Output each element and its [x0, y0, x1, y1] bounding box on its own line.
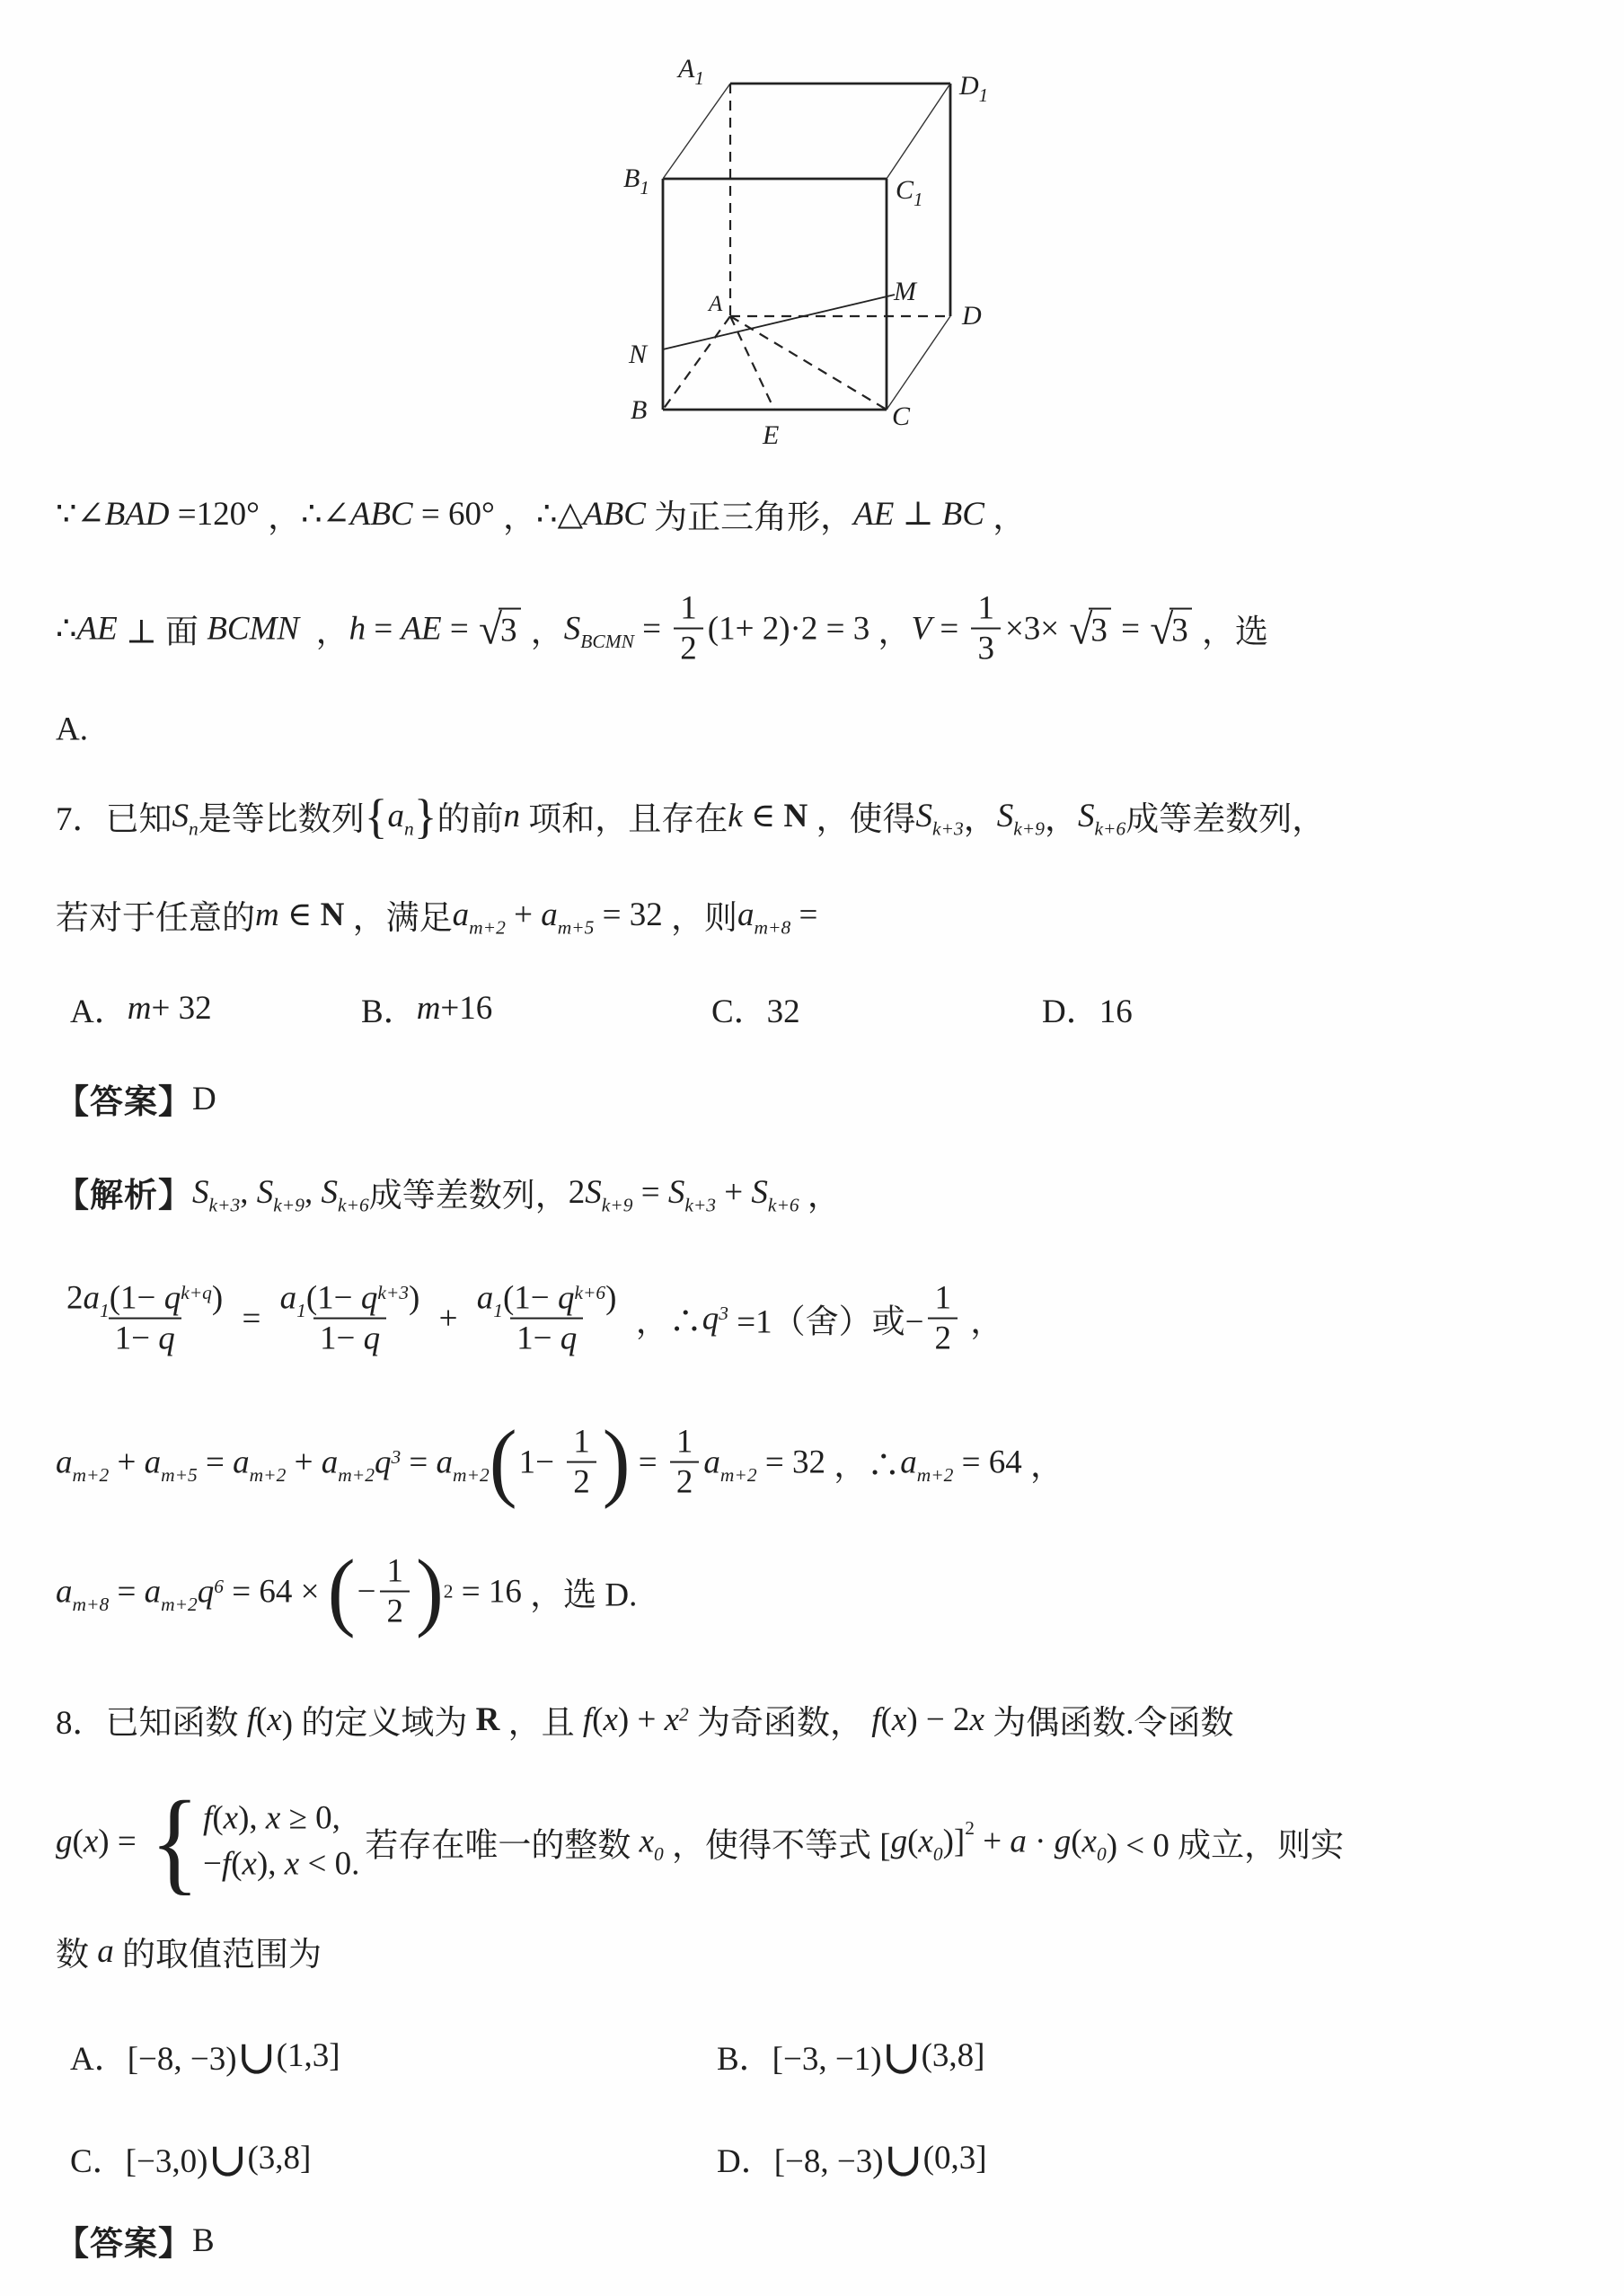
- label-D: D: [962, 301, 982, 331]
- question7-equation1: 2 $a_1$ (1− $q^{k+q}$ ) 1− q = $a_1$ (1− $q^{k+3}$ ) 1− q + $a_1$ (1− $q^{k+6}$ ) 1− q ，∴ $q^3$ =1（舍）或− $\frac{1}{2}$ ，: [66, 1279, 1004, 1357]
- question8-option-a[interactable]: A．[−8, −3) ∪ (1,3]: [70, 2032, 340, 2084]
- cube-hidden-edges: [663, 84, 950, 410]
- section-line-NM: [663, 295, 895, 349]
- question8-stem-line2: g ( x ) = { f ( x ), x ≥ 0, − f ( x ), x < 0. 若存在唯一的整数 $x_0$ ，使得不等式 [ g ( $x_0$ )] $^2$ + a · g ( $x_0$ ) < 0 成立，则实: [56, 1777, 1345, 1905]
- solution6-answer-choice: A.: [56, 711, 88, 748]
- question7-equation2: $a_{m+2}$ + $a_{m+5}$ = $a_{m+2}$ + $a_{m+2}$ $q^3$ = $a_{m+2}$ ( 1− $\frac{1}{2}$ ) = $\frac{1}{2}$ $a_{m+2}$ = 32 ，∴ $a_{m+2}$ = 64 ，: [56, 1414, 1064, 1511]
- question8-option-d[interactable]: D．[−8, −3) ∪ (0,3]: [717, 2134, 987, 2186]
- cube-diagram: [584, 36, 1087, 467]
- cube-vertex-labels: [623, 54, 988, 450]
- question7-option-b[interactable]: B． m +16: [361, 989, 493, 1030]
- label-C1: $C_1$: [896, 175, 923, 210]
- label-A1: $A_1$: [678, 54, 704, 89]
- label-B1: $B_1$: [623, 163, 649, 199]
- question8-stem-line3: 数 a 的取值范围为: [56, 1932, 322, 1974]
- question7-stem-line2: 若对于任意的 m ∈ N ，满足 $a_{m+2}$ + $a_{m+5}$ = 32 ，则 $a_{m+8}$ =: [56, 896, 818, 939]
- question8-stem-line1: 8．已知函数 f ( x ) 的定义域为 R ，且 f ( x ) + $x^2$ 为奇函数， f ( x ) − 2 x 为偶函数.令函数: [56, 1700, 1234, 1742]
- question7-answer: 【答案】 D: [56, 1080, 216, 1121]
- question7-option-d[interactable]: D．16: [1042, 993, 1133, 1030]
- label-E: E: [763, 420, 780, 450]
- label-N: N: [629, 340, 648, 369]
- question7-stem-line1: 7．已知 $S_n$ 是等比数列 { $a_n$ } 的前 n 项和，且存在 k ∈ N ，使得 $S_{k+3}$ ， $S_{k+9}$ ， $S_{k+6}$ 成等差数列，: [56, 790, 1326, 843]
- label-C: C: [892, 402, 911, 431]
- question7-equation3: $a_{m+8}$ = $a_{m+2}$ $q^6$ = 64 × ( − $\frac{1}{2}$ ) 2 = 16 ，选 D.: [56, 1543, 638, 1640]
- label-B: B: [631, 395, 648, 425]
- question8-option-b[interactable]: B．[−3, −1) ∪ (3,8]: [717, 2032, 985, 2084]
- question8-answer: 【答案】 B: [56, 2221, 215, 2263]
- question7-option-a[interactable]: A． m + 32: [70, 989, 212, 1030]
- label-D1: $D_1$: [959, 71, 989, 106]
- label-A: A: [709, 292, 723, 316]
- question7-analysis: 【解析】 $S_{k+3}$ , $S_{k+9}$ , $S_{k+6}$ 成等差数列， 2 $S_{k+9}$ = $S_{k+3}$ + $S_{k+6}$ ，: [56, 1173, 841, 1216]
- solution6-line1: ∵ ∠ BAD =120° ， ∴∠ ABC = 60° ， ∴△ ABC 为正三角形， AE ⊥ BC ，: [56, 495, 1027, 536]
- question7-option-c[interactable]: C．32: [711, 993, 800, 1030]
- label-M: M: [894, 277, 916, 306]
- solution6-line2: ∴ AE ⊥ 面 BCMN ， h = AE = √ 3 ， $S_{BCMN}$ = $\frac{1}{2}$ (1+ 2)·2 = 3 ， V = $\frac{1}{3}$ ×3× √ 3 = √ 3 ，选: [56, 589, 1269, 667]
- question8-option-c[interactable]: C．[−3,0) ∪ (3,8]: [70, 2134, 312, 2186]
